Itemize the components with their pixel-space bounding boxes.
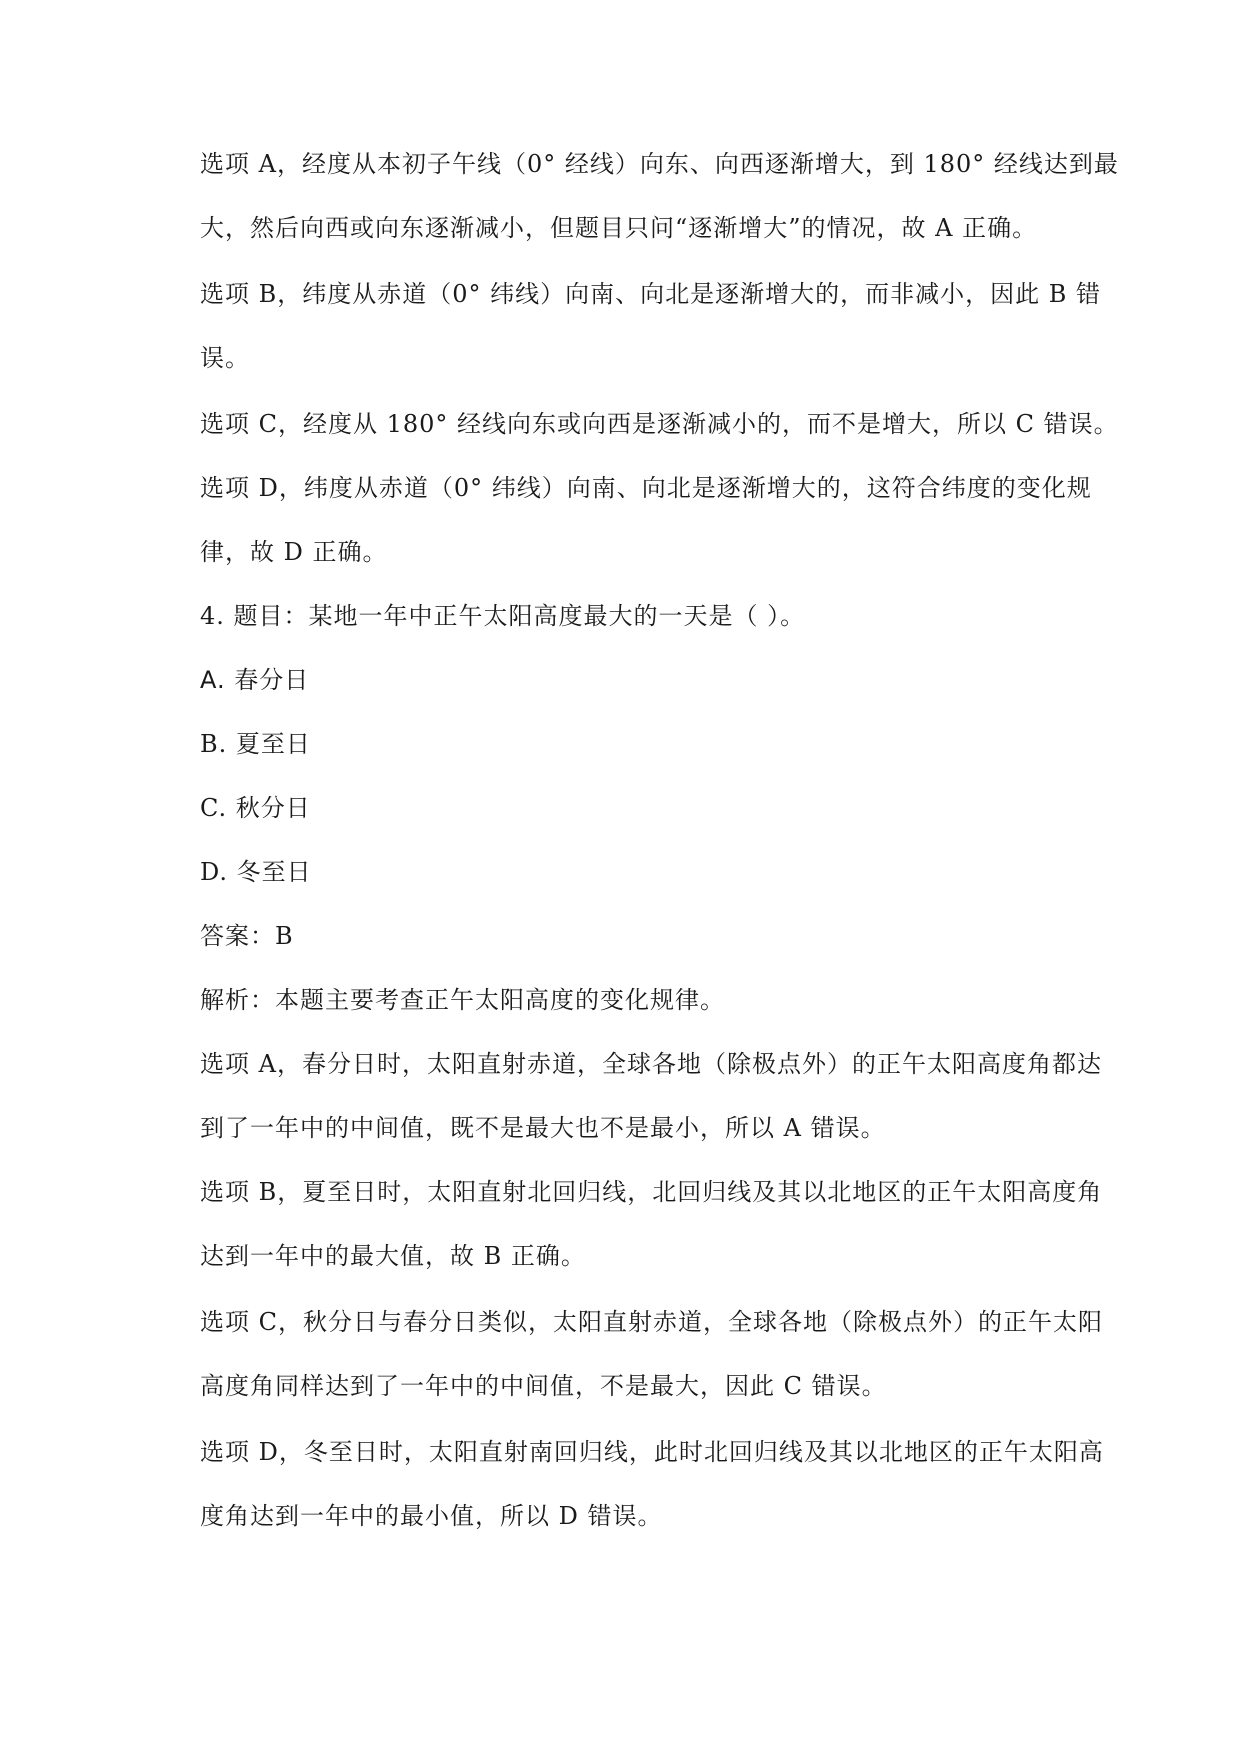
q4-option-d-label: D. <box>200 858 229 886</box>
q3-analysis-option-d-line-1: 选项 D，纬度从赤道（0° 纬线）向南、向北是逐渐增大的，这符合纬度的变化规 <box>200 474 1092 502</box>
q4-option-a-text: 春分日 <box>234 666 310 694</box>
q4-analysis-option-a-line-2: 到了一年中的中间值，既不是最大也不是最小，所以 A 错误。 <box>200 1114 886 1142</box>
q3-analysis-option-b-line-1: 选项 B，纬度从赤道（0° 纬线）向南、向北是逐渐增大的，而非减小，因此 B 错 <box>200 280 1102 308</box>
q4-option-d-text: 冬至日 <box>236 858 312 886</box>
q4-analysis-option-b-line-2: 达到一年中的最大值，故 B 正确。 <box>200 1242 586 1270</box>
q4-analysis-option-d-line-2: 度角达到一年中的最小值，所以 D 错误。 <box>200 1502 663 1530</box>
q4-analysis-option-a-line-1: 选项 A，春分日时，太阳直射赤道，全球各地（除极点外）的正午太阳高度角都达 <box>200 1050 1102 1078</box>
q3-analysis-option-d-line-2: 律，故 D 正确。 <box>200 538 388 566</box>
q3-analysis-option-a-line-2: 大，然后向西或向东逐渐减小，但题目只问“逐渐增大”的情况，故 A 正确。 <box>200 214 1038 242</box>
q4-option-b-text: 夏至日 <box>235 730 311 758</box>
q4-analysis-option-d-line-1: 选项 D，冬至日时，太阳直射南回归线，此时北回归线及其以北地区的正午太阳高 <box>200 1438 1104 1466</box>
q4-option-b <box>200 728 1080 760</box>
q4-option-d <box>200 856 1080 888</box>
q4-option-c-text: 秋分日 <box>235 794 311 822</box>
q4-question-stem: 4. 题目：某地一年中正午太阳高度最大的一天是（ ）。 <box>200 602 806 630</box>
q4-option-a <box>200 664 1080 696</box>
q3-analysis-option-b-line-2: 误。 <box>200 344 250 372</box>
q4-option-b-label: B. <box>200 730 228 758</box>
q4-analysis-intro: 解析：本题主要考查正午太阳高度的变化规律。 <box>200 986 725 1014</box>
q4-analysis-option-b-line-1: 选项 B，夏至日时，太阳直射北回归线，北回归线及其以北地区的正午太阳高度角 <box>200 1178 1103 1206</box>
q4-answer: 答案：B <box>200 922 294 950</box>
q3-analysis-option-a-line-1: 选项 A，经度从本初子午线（0° 经线）向东、向西逐渐增大，到 180° 经线达到最 <box>200 150 1119 178</box>
q3-analysis-option-c-line-1: 选项 C，经度从 180° 经线向东或向西是逐渐减小的，而不是增大，所以 C 错误。 <box>200 410 1119 438</box>
q4-option-c-label: C. <box>200 794 228 822</box>
q4-analysis-option-c-line-1: 选项 C，秋分日与春分日类似，太阳直射赤道，全球各地（除极点外）的正午太阳 <box>200 1308 1103 1336</box>
q4-analysis-option-c-line-2: 高度角同样达到了一年中的中间值，不是最大，因此 C 错误。 <box>200 1372 887 1400</box>
q4-option-a-label: A. <box>200 666 226 694</box>
q4-option-c <box>200 792 1080 824</box>
